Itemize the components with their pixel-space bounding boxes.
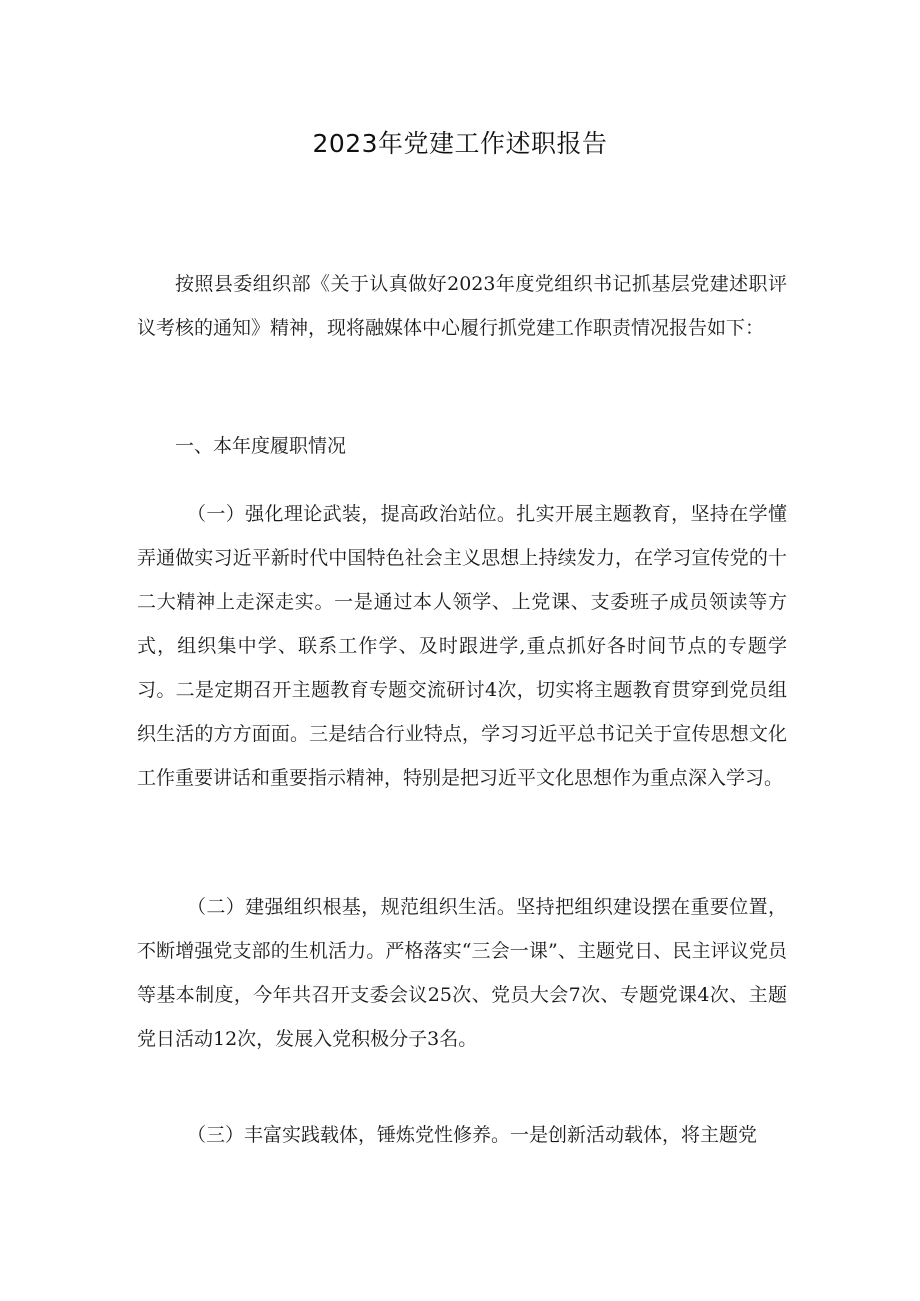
subsection-paragraph-3: （三）丰富实践载体，锤炼党性修养。一是创新活动载体，将主题党 bbox=[187, 1124, 758, 1146]
subsection-paragraph-1: （一）强化理论武装，提高政治站位。扎实开展主题教育，坚持在学懂弄通做实习近平新时代中国特色社会主义思想上持续发力，在学习宣传党的十二大精神上走深走实。一是通过本人领学、上党课、支委班子成员领读等方式，组织集中学、联系工作学、及时跟进学,重点抓好各时间节点的专题学习。二是定期召开主题教育专题交流研讨4次，切实将主题教育贯穿到党员组织生活的方方面面。三是结合行业特点，学习习近平总书记关于宣传思想文化工作重要讲话和重要指示精神，特别是把习近平文化思想作为重点深入学习。 bbox=[137, 503, 787, 789]
subsection-paragraph-2: （二）建强组织根基，规范组织生活。坚持把组织建设摆在重要位置，不断增强党支部的生机活力。严格落实“三会一课”、主题党日、民主评议党员等基本制度，今年共召开支委会议25次、党员大会7次、专题党课4次、主题党日活动12次，发展入党积极分子3名。 bbox=[137, 896, 787, 1050]
intro-paragraph: 按照县委组织部《关于认真做好2023年度党组织书记抓基层党建述职评议考核的通知》精神，现将融媒体中心履行抓党建工作职责情况报告如下： bbox=[137, 273, 787, 339]
document-title: 2023年党建工作述职报告 bbox=[312, 129, 608, 158]
section-heading: 一、本年度履职情况 bbox=[175, 435, 347, 457]
